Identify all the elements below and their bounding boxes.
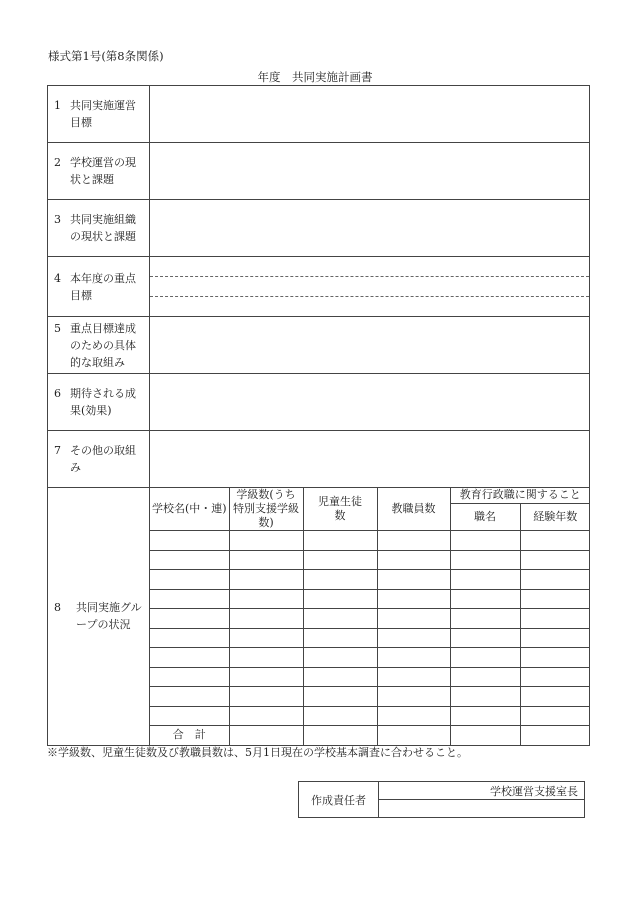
col-staff-header: 教職員数 bbox=[377, 488, 450, 531]
section-label: 2 学校運営の現状と課題 bbox=[48, 143, 150, 200]
section-label: 6 期待される成果(効果) bbox=[48, 374, 150, 431]
section-content-field[interactable] bbox=[150, 143, 590, 200]
section-content-field[interactable] bbox=[150, 317, 590, 374]
section-row bbox=[48, 431, 590, 488]
author-label: 作成責任者 bbox=[299, 782, 379, 818]
author-title: 学校運営支援室長 bbox=[379, 782, 585, 800]
section-row bbox=[48, 317, 590, 374]
section-row bbox=[48, 257, 590, 317]
group-status-table bbox=[150, 488, 590, 745]
section-content-field[interactable] bbox=[150, 257, 590, 317]
table-row bbox=[150, 706, 590, 726]
section-content-field[interactable] bbox=[150, 431, 590, 488]
table-row bbox=[150, 570, 590, 590]
table-row bbox=[150, 589, 590, 609]
table-row bbox=[150, 667, 590, 687]
goal-line-2[interactable] bbox=[150, 277, 589, 297]
col-students-header: 児童生徒数 bbox=[303, 488, 377, 531]
col-position-header: 職名 bbox=[450, 503, 520, 530]
plan-table bbox=[47, 85, 590, 746]
table-row bbox=[150, 687, 590, 707]
section-row bbox=[48, 374, 590, 431]
section-label: 4 本年度の重点目標 bbox=[48, 257, 150, 317]
section-label: 3 共同実施組織の現状と課題 bbox=[48, 200, 150, 257]
table-row bbox=[150, 609, 590, 629]
section-content-field[interactable] bbox=[150, 200, 590, 257]
section-row bbox=[48, 200, 590, 257]
section-row bbox=[48, 86, 590, 143]
group-status-row bbox=[48, 488, 590, 746]
section-label: 7 その他の取組み bbox=[48, 431, 150, 488]
footnote: ※学級数、児童生徒数及び教職員数は、5月1日現在の学校基本調査に合わせること。 bbox=[47, 746, 468, 759]
section-content-field[interactable] bbox=[150, 374, 590, 431]
document-title: 年度 共同実施計画書 bbox=[257, 70, 373, 84]
signature-table bbox=[298, 781, 585, 818]
header-row bbox=[150, 488, 590, 503]
total-label: 合 計 bbox=[150, 726, 229, 745]
author-name-field[interactable] bbox=[379, 800, 585, 818]
section-label: 1 共同実施運営目標 bbox=[48, 86, 150, 143]
section-row bbox=[48, 143, 590, 200]
col-years-header: 経験年数 bbox=[520, 503, 590, 530]
form-label: 様式第1号(第8条関係) bbox=[48, 49, 164, 63]
col-admin-group-header: 教育行政職に関すること bbox=[450, 488, 590, 503]
table-row bbox=[150, 628, 590, 648]
table-row bbox=[150, 648, 590, 668]
goal-line-1[interactable] bbox=[150, 257, 589, 277]
total-row bbox=[150, 726, 590, 745]
goal-line-3[interactable] bbox=[150, 297, 589, 316]
table-row bbox=[150, 531, 590, 551]
table-row bbox=[150, 550, 590, 570]
section-content-field[interactable] bbox=[150, 86, 590, 143]
col-classes-header: 学級数(うち特別支援学級数) bbox=[229, 488, 303, 531]
group-status-label: 8 共同実施グループの状況 bbox=[48, 488, 150, 746]
section-label: 5 重点目標達成のための具体的な取組み bbox=[48, 317, 150, 374]
col-school-name-header: 学校名(中・連) bbox=[150, 488, 229, 531]
